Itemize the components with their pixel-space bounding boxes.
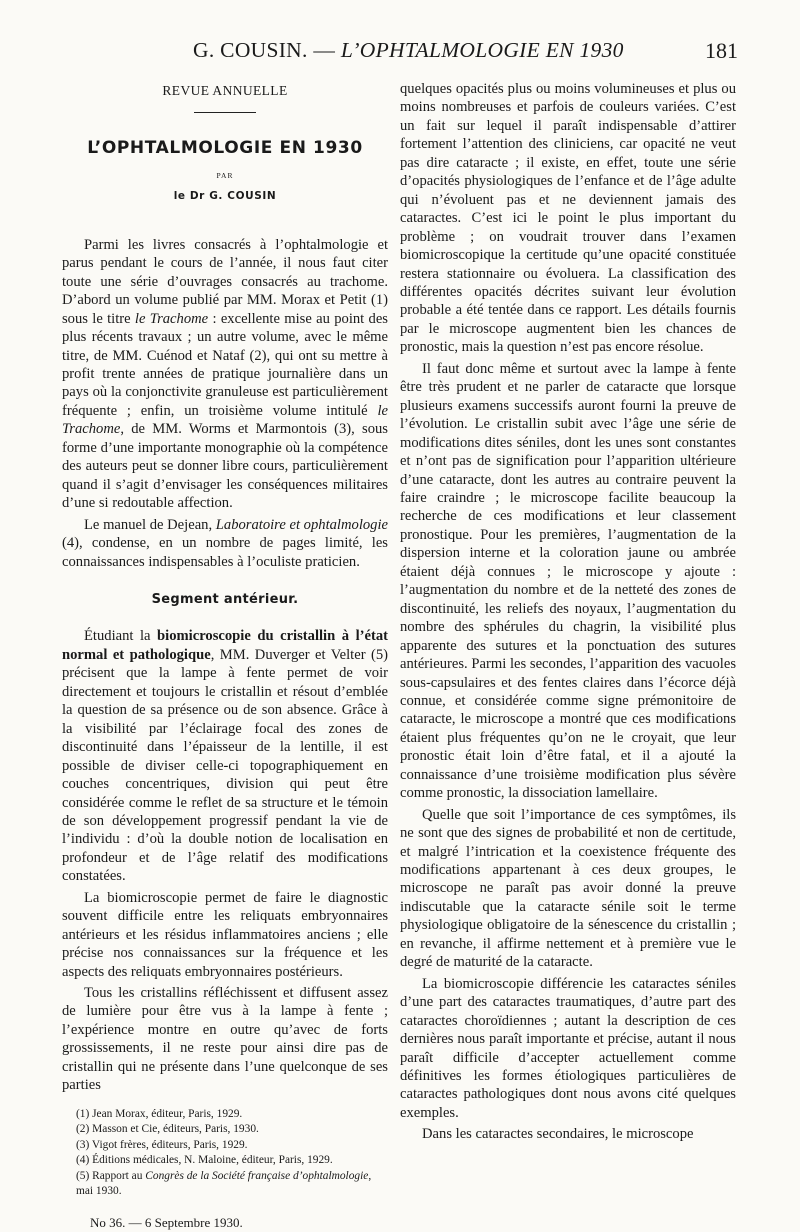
section-kicker: REVUE ANNUELLE [162,83,288,98]
right-column [400,80,736,1147]
paragraph-dejean: Le manuel de Dejean, Laboratoire et ophtalmologie (4), condense, en un nombre de pages limité, les connaissances indispensables à l’oculiste praticien. [62,516,388,570]
running-journal-title: L’OPHTALMOLOGIE EN 1930 [340,38,624,62]
page-number: 181 [705,38,738,63]
paragraph-secondaires: Dans les cataractes secondaires, le microscope [422,1126,694,1143]
section-heading: Segment antérieur. [151,591,299,607]
issue-line: No 36. — 6 Septembre 1930. [90,1214,243,1230]
footnote: (4) Éditions médicales, N. Maloine, éditeur, Paris, 1929. [76,1154,333,1167]
running-header [0,38,800,78]
paragraph-diagnostic: La biomicroscopie permet de faire le diagnostic souvent difficile entre les reliquats embryonnaires antérieurs et les résidus inflammatoires anciens ; elle précise nos connaissances sur la fréquence et les aspects des reliquats embryonnaires postérieurs. [62,889,388,980]
paragraph-symptomes: Quelle que soit l’importance de ces symptômes, ils ne sont que des signes de probabilité et non de certitude, et malgré l’intrication et la coexistence fréquente des modifications appartenant à ces deux groupes, le microscope ne paraît pas avoir donné la preuve indiscutable que la cataracte sénile soit le terme physiologique obligatoire de la sénescence du cristallin ; en revanche, il affirme nettement et à première vue le degré de maturité de la cataracte. [400,806,736,971]
left-column [62,80,388,1232]
paragraph-differenciation: La biomicroscopie différencie les cataractes séniles d’une part des cataractes traumatiques, d’autre part des cataractes choroïdiennes ; autant la description de ces dernières nous paraît importante et précise, autant il nous paraît difficile d’accepter actuellement comme définitives les formes étiologiques particulières de cataractes pathologiques dont nous avons cité quelques exemples. [400,975,736,1121]
paragraph-prudence: Il faut donc même et surtout avec la lampe à fente être très prudent et ne parler de cataracte que lorsque plusieurs examens successifs auront fourni la preuve de l’évolution. Le cristallin subit avec l’âge une série de modifications dites séniles, dont les unes sont constantes et n’ont pas de signification pour l’apparition ultérieure d’une cataracte, dont les autres au contraire peuvent la faire craindre ; le microscope facilite beaucoup la recherche de ces modifications et leur classement pronostique. Pour les premières, l’augmentation de la dispersion interne et la coloration jaune ou ambrée étaient déjà connues ; le microscope y ajoute : l’augmentation du nombre et de la netteté des zones de discontinuité, les reliefs des noyaux, l’augmentation du nombre des sphérules du chagrin, la visibilité plus apparente des sutures et la ponctuation des sutures antérieures. Parmi les secondes, l’apparition des vacuoles sous-capsulaires et des fentes claires dans l’écorce déjà connue, et considérée comme signe prémonitoire de cataracte, le microscope a montré que ces modifications étaient plus fréquentes qu’on ne le croyait, que leur pronostic était loin d’être fatal, et il a ajouté la connaissance d’une troisième modification plus sévère comme pronostic, la dissociation lamellaire. [400,360,736,802]
footnote: (2) Masson et Cie, éditeurs, Paris, 1930. [76,1123,259,1136]
paragraph-opacites: quelques opacités plus ou moins volumineuses et plus ou moins nombreuses et parfois de couleurs variées. C’est un fait sur lequel il paraît indispensable d’attirer fortement l’attention des cliniciens, car opacité ne veut pas dire cataracte ; il existe, en effet, toute une série d’opacités physiologiques de l’enfance et de l’âge adulte qui n’évoluent pas et ne deviennent jamais des cataractes. C’est ici le point le plus important du problème ; on voudrait trouver dans l’examen biomicroscopique la certitude qu’une opacité constituée restera stationnaire ou évoluera. La classification des différentes opacités décrites suivant leur évolution probable a été tentée dans ce rapport. Les détails fournis par le microscope augmentent bien les chances de pronostic, mais la question n’est pas encore résolue. [400,81,736,356]
paragraph-biomicroscopie: Étudiant la biomicroscopie du cristallin à l’état normal et pathologique, MM. Duverger et Velter (5) précisent que la lampe à fente permet de voir directement et toujours le cristallin et résout d’emblée la question de sa présence ou de son absence. Grâce à la visibilité par l’éclairage focal des zones de discontinuité dans l’épaisseur de la lentille, il est possible de diviser celle-ci topographiquement en couches concentriques, division qui peut être considérée comme le reflet de sa structure et le témoin de son développement progressif pendant la vie de l’individu : d’où la double notion de localisation en profondeur et de l’âge relatif des modifications constatées. [62,628,388,885]
running-dash: — [307,38,341,62]
paragraph-cristallins: Tous les cristallins réfléchissent et diffusent assez de lumière pour être vus à la lampe à fente ; l’expérience montre en outre qu’avec de forts grossissements, il ne reste pour ainsi dire pas de cristallin qui ne présente dans l’une quelconque de ses parties [62,985,388,1094]
article-title: L’OPHTALMOLOGIE EN 1930 [87,138,363,159]
paragraph-intro: Parmi les livres consacrés à l’ophtalmologie et parus pendant le cours de l’année, il nous faut citer toute une série d’ouvrages consacrés au trachome. D’abord un volume publié par MM. Morax et Petit (1) sous le titre le Trachome : excellente mise au point des plus récents travaux ; un autre volume, avec le même titre, de MM. Cuénod et Nataf (2), qui ont su mettre à profit trente années de pratique journalière dans un pays où la conjonctivite granuleuse est particulièrement fréquente ; enfin, un troisième volume intitulé le Trachome, de MM. Worms et Marmontois (3), sous forme d’une importante monographie où la compétence des auteurs peut se donner libre cours, particulièrement quand il s’agit d’envisager les conséquences militaires d’une si redoutable affection. [62,236,388,512]
article-author: le Dr G. COUSIN [173,190,277,203]
running-title [193,38,624,63]
footnote: (5) Rapport au Congrès de la Société française d’ophtalmologie, mai 1930. [76,1169,372,1198]
footnote: (1) Jean Morax, éditeur, Paris, 1929. [76,1107,243,1120]
kicker-rule [194,112,256,113]
footnote: (3) Vigot frères, éditeurs, Paris, 1929. [76,1138,248,1151]
byline-par: PAR [216,170,234,180]
footnotes [62,1107,388,1200]
running-author: G. COUSIN. [193,38,308,62]
